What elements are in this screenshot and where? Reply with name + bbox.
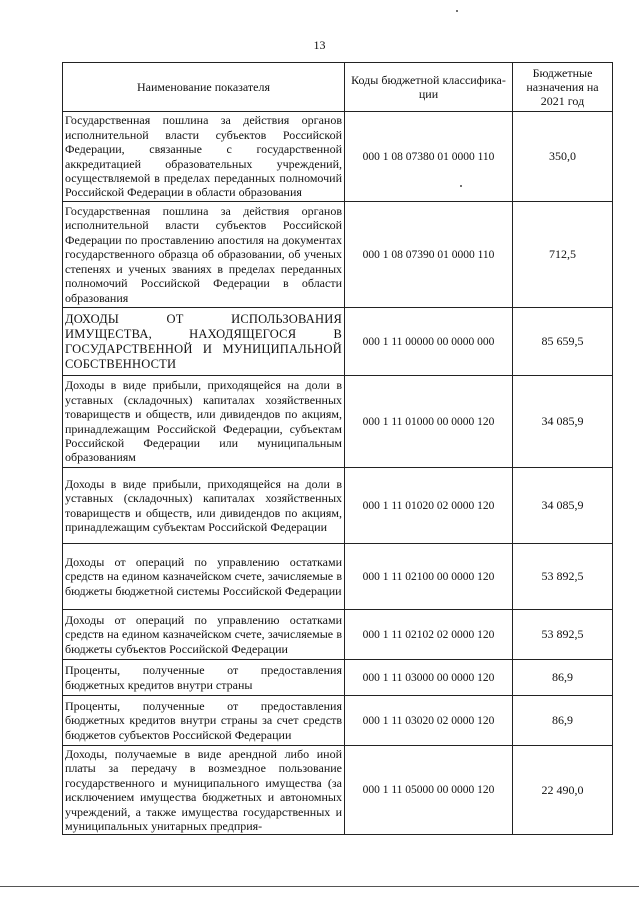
- header-indicator-name: Наименование показателя: [63, 63, 345, 112]
- table-row: [63, 746, 613, 835]
- budget-table: [62, 62, 613, 835]
- scan-speck: [456, 10, 458, 12]
- row-value: 85 659,5: [513, 308, 613, 376]
- row-name: Государственная пошлина за действия органов исполнительной власти субъектов Российской Федерации по проставлению апостиля на документах государственного образца об образовании, об ученых степенях и ученых званиях в пределах переданных полномочий Российской Федерации в области образования: [63, 202, 345, 308]
- page-number: 13: [313, 38, 326, 52]
- bottom-scan-edge: [0, 886, 639, 887]
- header-budget-assignments: Бюджетные назначения на 2021 год: [513, 63, 613, 112]
- row-value: 22 490,0: [513, 746, 613, 835]
- table-row: [63, 308, 613, 376]
- table-header-row: [63, 63, 613, 112]
- row-name: Доходы, получаемые в виде арендной либо иной платы за передачу в возмездное пользование государственного и муниципального имущества (за исключением имущества бюджетных и автономных учреждений, а также имущества государственных и муниципальных унитарных предприя-: [63, 746, 345, 835]
- table-row: [63, 202, 613, 308]
- row-code: 000 1 11 05000 00 0000 120: [345, 746, 513, 835]
- row-value: 712,5: [513, 202, 613, 308]
- table-row: [63, 376, 613, 468]
- table-row: [63, 544, 613, 610]
- row-code: 000 1 11 02102 02 0000 120: [345, 610, 513, 660]
- row-value: 53 892,5: [513, 610, 613, 660]
- row-name: Проценты, полученные от предоставления бюджетных кредитов внутри страны за счет средств бюджетов субъектов Российской Федерации: [63, 696, 345, 746]
- table-row: [63, 112, 613, 202]
- row-code: 000 1 08 07390 01 0000 110: [345, 202, 513, 308]
- table-row: [63, 610, 613, 660]
- row-name: ДОХОДЫ ОТ ИСПОЛЬЗОВАНИЯ ИМУЩЕСТВА, НАХОДЯЩЕГОСЯ В ГОСУДАРСТВЕННОЙ И МУНИЦИПАЛЬНОЙ СОБСТВЕННОСТИ: [63, 308, 345, 376]
- row-name: Проценты, полученные от предоставления бюджетных кредитов внутри страны: [63, 660, 345, 696]
- row-name: Доходы в виде прибыли, приходящейся на доли в уставных (складочных) капиталах хозяйственных товариществ и обществ, или дивидендов по акциям, принадлежащим Российской Федерации, субъектам Российской Федерации или муниципальным образованиям: [63, 376, 345, 468]
- table-row: [63, 696, 613, 746]
- row-code: 000 1 11 00000 00 0000 000: [345, 308, 513, 376]
- row-name: Доходы от операций по управлению остатками средств на едином казначейском счете, зачисляемые в бюджеты бюджетной системы Российской Федерации: [63, 544, 345, 610]
- row-code: 000 1 11 03000 00 0000 120: [345, 660, 513, 696]
- header-classification-codes: Коды бюджетной классифика-ции: [345, 63, 513, 112]
- row-value: 86,9: [513, 696, 613, 746]
- row-code: 000 1 11 01000 00 0000 120: [345, 376, 513, 468]
- row-name: Доходы в виде прибыли, приходящейся на доли в уставных (складочных) капиталах хозяйственных товариществ и обществ, или дивидендов по акциям, принадлежащим субъектам Российской Федерации: [63, 468, 345, 544]
- row-name: Государственная пошлина за действия органов исполнительной власти субъектов Российской Федерации, связанные с государственной аккредитацией образовательных учреждений, осуществляемой в пределах переданных полномочий Российской Федерации в области образования: [63, 112, 345, 202]
- row-code: 000 1 11 02100 00 0000 120: [345, 544, 513, 610]
- row-value: 34 085,9: [513, 376, 613, 468]
- row-value: 86,9: [513, 660, 613, 696]
- row-code: 000 1 11 01020 02 0000 120: [345, 468, 513, 544]
- table-row: [63, 660, 613, 696]
- scan-speck: [460, 185, 462, 187]
- row-code: 000 1 08 07380 01 0000 110: [345, 112, 513, 202]
- row-code: 000 1 11 03020 02 0000 120: [345, 696, 513, 746]
- row-value: 34 085,9: [513, 468, 613, 544]
- row-value: 350,0: [513, 112, 613, 202]
- table-row: [63, 468, 613, 544]
- row-value: 53 892,5: [513, 544, 613, 610]
- row-name: Доходы от операций по управлению остатками средств на едином казначейском счете, зачисляемые в бюджеты субъектов Российской Федерации: [63, 610, 345, 660]
